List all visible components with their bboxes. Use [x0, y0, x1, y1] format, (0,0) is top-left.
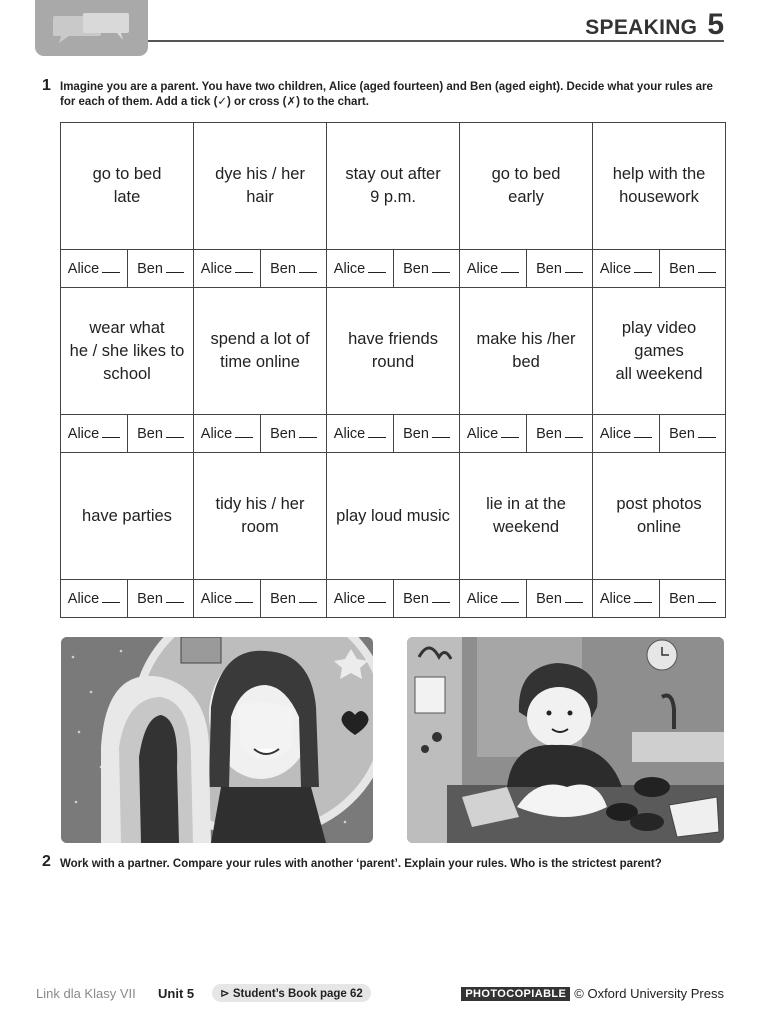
- child-label: Ben: [270, 426, 296, 442]
- answer-blank[interactable]: [634, 425, 652, 438]
- answer-blank[interactable]: [368, 260, 386, 273]
- alice-tick-cell[interactable]: [593, 415, 660, 453]
- answer-blank[interactable]: [166, 260, 184, 273]
- unit-number: 5: [707, 8, 724, 41]
- alice-tick-cell[interactable]: [460, 580, 527, 618]
- ben-tick-cell[interactable]: [261, 580, 327, 618]
- child-label: Ben: [403, 591, 429, 607]
- activity-cell: post photos online: [593, 453, 726, 580]
- ben-tick-cell[interactable]: [527, 415, 593, 453]
- child-label: Alice: [67, 591, 100, 607]
- child-label: Alice: [200, 426, 233, 442]
- answer-blank[interactable]: [368, 425, 386, 438]
- answer-blank[interactable]: [565, 425, 583, 438]
- ben-tick-cell[interactable]: [394, 415, 460, 453]
- child-label: Alice: [200, 261, 233, 277]
- answer-blank[interactable]: [102, 590, 120, 603]
- answer-blank[interactable]: [235, 260, 253, 273]
- copyright-line: [461, 986, 724, 1001]
- answer-blank[interactable]: [565, 260, 583, 273]
- answer-blank[interactable]: [235, 425, 253, 438]
- answer-blank[interactable]: [102, 425, 120, 438]
- header-tab: [35, 0, 148, 56]
- exercise-1-instruction: Imagine you are a parent. You have two children, Alice (aged fourteen) and Ben (aged eight). Decide what your rules are for each of them. Add a tick (✓) or cross (✗) to the chart.: [60, 81, 713, 108]
- activity-cell: have friends round: [327, 288, 460, 415]
- ben-tick-cell[interactable]: [527, 250, 593, 288]
- activity-cell: make his /her bed: [460, 288, 593, 415]
- ben-tick-cell[interactable]: [261, 415, 327, 453]
- child-label: Alice: [466, 261, 499, 277]
- series-name: Link dla Klasy VII: [36, 986, 136, 1001]
- answer-blank[interactable]: [501, 260, 519, 273]
- activity-cell: wear what he / she likes to school: [61, 288, 194, 415]
- alice-tick-cell[interactable]: [61, 250, 128, 288]
- tick-row: [61, 250, 726, 288]
- alice-tick-cell[interactable]: [194, 580, 261, 618]
- answer-blank[interactable]: [565, 590, 583, 603]
- answer-blank[interactable]: [299, 590, 317, 603]
- ben-tick-cell[interactable]: [394, 580, 460, 618]
- activity-cell: help with the housework: [593, 123, 726, 250]
- ben-tick-cell[interactable]: [128, 580, 194, 618]
- answer-blank[interactable]: [501, 425, 519, 438]
- child-label: Ben: [137, 591, 163, 607]
- activity-cell: play video games all weekend: [593, 288, 726, 415]
- child-label: Alice: [599, 591, 632, 607]
- answer-blank[interactable]: [698, 590, 716, 603]
- rules-chart: [60, 122, 726, 618]
- alice-tick-cell[interactable]: [593, 250, 660, 288]
- ben-tick-cell[interactable]: [527, 580, 593, 618]
- answer-blank[interactable]: [634, 590, 652, 603]
- alice-tick-cell[interactable]: [194, 250, 261, 288]
- girl-mirror-illustration: [61, 637, 373, 843]
- child-label: Alice: [466, 591, 499, 607]
- ben-tick-cell[interactable]: [128, 250, 194, 288]
- activity-cell: dye his / her hair: [194, 123, 327, 250]
- answer-blank[interactable]: [299, 425, 317, 438]
- child-label: Alice: [466, 426, 499, 442]
- child-label: Ben: [669, 261, 695, 277]
- ben-tick-cell[interactable]: [261, 250, 327, 288]
- alice-tick-cell[interactable]: [327, 415, 394, 453]
- answer-blank[interactable]: [235, 590, 253, 603]
- ben-tick-cell[interactable]: [660, 250, 726, 288]
- alice-tick-cell[interactable]: [61, 415, 128, 453]
- child-label: Alice: [200, 591, 233, 607]
- answer-blank[interactable]: [102, 260, 120, 273]
- answer-blank[interactable]: [432, 590, 450, 603]
- child-label: Alice: [333, 261, 366, 277]
- child-label: Alice: [67, 261, 100, 277]
- activity-cell: go to bed early: [460, 123, 593, 250]
- activity-cell: play loud music: [327, 453, 460, 580]
- activity-row: [61, 288, 726, 415]
- child-label: Ben: [137, 261, 163, 277]
- exercise-2-instruction: Work with a partner. Compare your rules with another ‘parent’. Explain your rules. Who is the strictest parent?: [60, 858, 662, 870]
- answer-blank[interactable]: [432, 425, 450, 438]
- tick-row: [61, 580, 726, 618]
- copyright-text: © Oxford University Press: [574, 986, 724, 1001]
- ben-tick-cell[interactable]: [660, 580, 726, 618]
- alice-tick-cell[interactable]: [327, 250, 394, 288]
- child-label: Ben: [536, 591, 562, 607]
- answer-blank[interactable]: [368, 590, 386, 603]
- alice-tick-cell[interactable]: [194, 415, 261, 453]
- answer-blank[interactable]: [634, 260, 652, 273]
- book-ref-label: Student’s Book page 62: [232, 988, 363, 1000]
- alice-tick-cell[interactable]: [460, 415, 527, 453]
- child-label: Ben: [669, 591, 695, 607]
- child-label: Ben: [536, 261, 562, 277]
- child-label: Alice: [599, 261, 632, 277]
- footer-unit: Unit 5: [158, 986, 195, 1001]
- child-label: Ben: [270, 591, 296, 607]
- section-word: SPEAKING: [585, 16, 698, 39]
- tick-row: [61, 415, 726, 453]
- activity-cell: have parties: [61, 453, 194, 580]
- child-label: Alice: [333, 426, 366, 442]
- answer-blank[interactable]: [698, 425, 716, 438]
- activity-cell: go to bed late: [61, 123, 194, 250]
- child-label: Ben: [270, 261, 296, 277]
- child-label: Ben: [403, 426, 429, 442]
- answer-blank[interactable]: [299, 260, 317, 273]
- exercise-2-number: 2: [42, 853, 51, 870]
- child-label: Alice: [599, 426, 632, 442]
- child-label: Ben: [403, 261, 429, 277]
- students-book-reference: [212, 984, 371, 1002]
- child-label: Alice: [67, 426, 100, 442]
- answer-blank[interactable]: [698, 260, 716, 273]
- alice-tick-cell[interactable]: [327, 580, 394, 618]
- section-title: [585, 8, 724, 42]
- child-label: Alice: [333, 591, 366, 607]
- alice-tick-cell[interactable]: [593, 580, 660, 618]
- exercise-1-number: 1: [42, 77, 51, 94]
- activity-row: [61, 123, 726, 250]
- answer-blank[interactable]: [432, 260, 450, 273]
- child-label: Ben: [137, 426, 163, 442]
- ben-tick-cell[interactable]: [394, 250, 460, 288]
- child-label: Ben: [669, 426, 695, 442]
- child-label: Ben: [536, 426, 562, 442]
- ben-tick-cell[interactable]: [660, 415, 726, 453]
- answer-blank[interactable]: [501, 590, 519, 603]
- boy-sandwich-illustration: [407, 637, 724, 843]
- answer-blank[interactable]: [166, 590, 184, 603]
- alice-tick-cell[interactable]: [460, 250, 527, 288]
- speech-bubbles-icon: [51, 12, 133, 44]
- arrow-pointer-icon: ⊳: [220, 988, 230, 1000]
- answer-blank[interactable]: [166, 425, 184, 438]
- activity-cell: stay out after 9 p.m.: [327, 123, 460, 250]
- activity-cell: lie in at the weekend: [460, 453, 593, 580]
- ben-tick-cell[interactable]: [128, 415, 194, 453]
- activity-cell: tidy his / her room: [194, 453, 327, 580]
- activity-cell: spend a lot of time online: [194, 288, 327, 415]
- photocopiable-badge: PHOTOCOPIABLE: [461, 987, 570, 1001]
- alice-tick-cell[interactable]: [61, 580, 128, 618]
- activity-row: [61, 453, 726, 580]
